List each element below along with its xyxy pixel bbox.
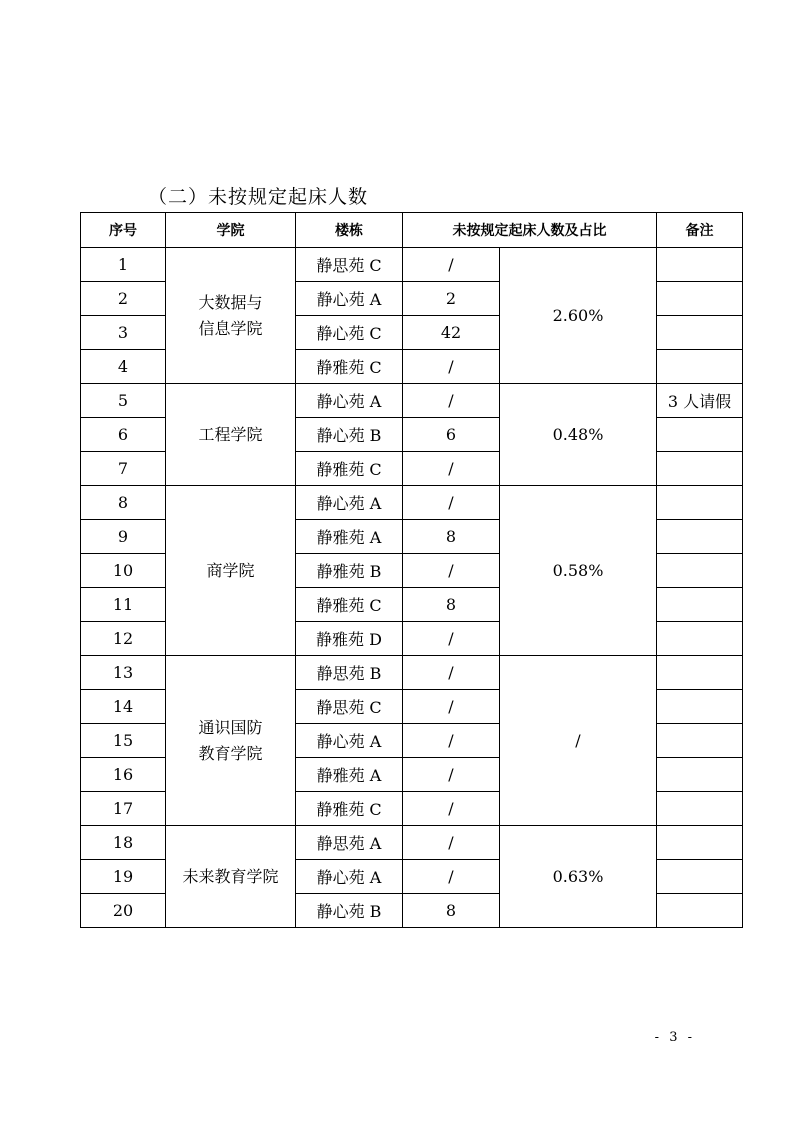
row-index: 14	[81, 690, 166, 724]
page-number: - 3 -	[654, 1030, 695, 1045]
row-index: 6	[81, 418, 166, 452]
row-remark	[657, 452, 743, 486]
row-index: 2	[81, 282, 166, 316]
row-count: 8	[403, 588, 500, 622]
row-count: 6	[403, 418, 500, 452]
row-remark	[657, 758, 743, 792]
row-count: /	[403, 758, 500, 792]
row-index: 20	[81, 894, 166, 928]
row-remark: 3 人请假	[657, 384, 743, 418]
ratio-cell: 0.63%	[500, 826, 657, 928]
row-count: /	[403, 248, 500, 282]
row-building: 静雅苑 C	[296, 792, 403, 826]
row-remark	[657, 690, 743, 724]
table-row	[81, 248, 743, 282]
row-remark	[657, 656, 743, 690]
row-remark	[657, 622, 743, 656]
row-index: 11	[81, 588, 166, 622]
row-remark	[657, 248, 743, 282]
row-count: /	[403, 690, 500, 724]
college-cell	[166, 826, 296, 928]
row-remark	[657, 792, 743, 826]
ratio-cell: 0.48%	[500, 384, 657, 486]
college-cell	[166, 656, 296, 826]
header-college: 学院	[166, 213, 296, 248]
college-name-line2: 信息学院	[198, 318, 263, 338]
attendance-table	[80, 212, 743, 928]
row-count: /	[403, 384, 500, 418]
college-cell	[166, 486, 296, 656]
row-count: /	[403, 724, 500, 758]
row-index: 8	[81, 486, 166, 520]
row-count: 8	[403, 520, 500, 554]
row-building: 静雅苑 C	[296, 588, 403, 622]
table-row	[81, 826, 743, 860]
row-count: /	[403, 350, 500, 384]
row-index: 12	[81, 622, 166, 656]
row-building: 静雅苑 D	[296, 622, 403, 656]
row-building: 静心苑 B	[296, 418, 403, 452]
row-index: 16	[81, 758, 166, 792]
row-index: 17	[81, 792, 166, 826]
college-cell	[166, 384, 296, 486]
ratio-cell: 0.58%	[500, 486, 657, 656]
row-building: 静心苑 A	[296, 282, 403, 316]
row-count: 2	[403, 282, 500, 316]
row-remark	[657, 588, 743, 622]
row-building: 静思苑 A	[296, 826, 403, 860]
row-building: 静心苑 C	[296, 316, 403, 350]
row-remark	[657, 826, 743, 860]
row-index: 13	[81, 656, 166, 690]
row-building: 静心苑 A	[296, 724, 403, 758]
table-row	[81, 384, 743, 418]
header-index: 序号	[81, 213, 166, 248]
row-index: 15	[81, 724, 166, 758]
row-building: 静心苑 B	[296, 894, 403, 928]
table-header-row	[81, 213, 743, 248]
row-building: 静雅苑 B	[296, 554, 403, 588]
college-name-line2: 教育学院	[198, 743, 263, 763]
college-name-line1: 工程学院	[198, 424, 263, 444]
row-index: 19	[81, 860, 166, 894]
row-building: 静心苑 A	[296, 384, 403, 418]
row-count: /	[403, 486, 500, 520]
row-remark	[657, 486, 743, 520]
row-building: 静心苑 A	[296, 486, 403, 520]
row-remark	[657, 554, 743, 588]
row-remark	[657, 350, 743, 384]
row-remark	[657, 860, 743, 894]
row-building: 静雅苑 A	[296, 758, 403, 792]
college-name-line1: 商学院	[206, 560, 255, 580]
row-remark	[657, 724, 743, 758]
header-remark: 备注	[657, 213, 743, 248]
ratio-cell: /	[500, 656, 657, 826]
row-remark	[657, 282, 743, 316]
row-count: 8	[403, 894, 500, 928]
row-building: 静心苑 A	[296, 860, 403, 894]
table-row	[81, 486, 743, 520]
college-name-line1: 通识国防	[198, 717, 263, 737]
college-name-line1: 未来教育学院	[182, 866, 279, 886]
row-remark	[657, 520, 743, 554]
row-count: 42	[403, 316, 500, 350]
row-building: 静雅苑 A	[296, 520, 403, 554]
college-name-line1: 大数据与	[198, 292, 263, 312]
header-building: 楼栋	[296, 213, 403, 248]
row-building: 静思苑 C	[296, 690, 403, 724]
row-count: /	[403, 860, 500, 894]
row-building: 静雅苑 C	[296, 350, 403, 384]
row-index: 5	[81, 384, 166, 418]
row-remark	[657, 894, 743, 928]
row-index: 7	[81, 452, 166, 486]
row-index: 10	[81, 554, 166, 588]
row-index: 1	[81, 248, 166, 282]
row-building: 静思苑 B	[296, 656, 403, 690]
section-heading: （二）未按规定起床人数	[148, 186, 369, 208]
college-cell	[166, 248, 296, 384]
row-count: /	[403, 622, 500, 656]
row-count: /	[403, 792, 500, 826]
row-index: 18	[81, 826, 166, 860]
row-count: /	[403, 826, 500, 860]
row-count: /	[403, 554, 500, 588]
row-remark	[657, 316, 743, 350]
header-ratio: 未按规定起床人数及占比	[403, 213, 657, 248]
row-index: 9	[81, 520, 166, 554]
row-count: /	[403, 656, 500, 690]
row-building: 静雅苑 C	[296, 452, 403, 486]
row-index: 4	[81, 350, 166, 384]
row-remark	[657, 418, 743, 452]
row-index: 3	[81, 316, 166, 350]
ratio-cell: 2.60%	[500, 248, 657, 384]
table-row	[81, 656, 743, 690]
row-building: 静思苑 C	[296, 248, 403, 282]
row-count: /	[403, 452, 500, 486]
